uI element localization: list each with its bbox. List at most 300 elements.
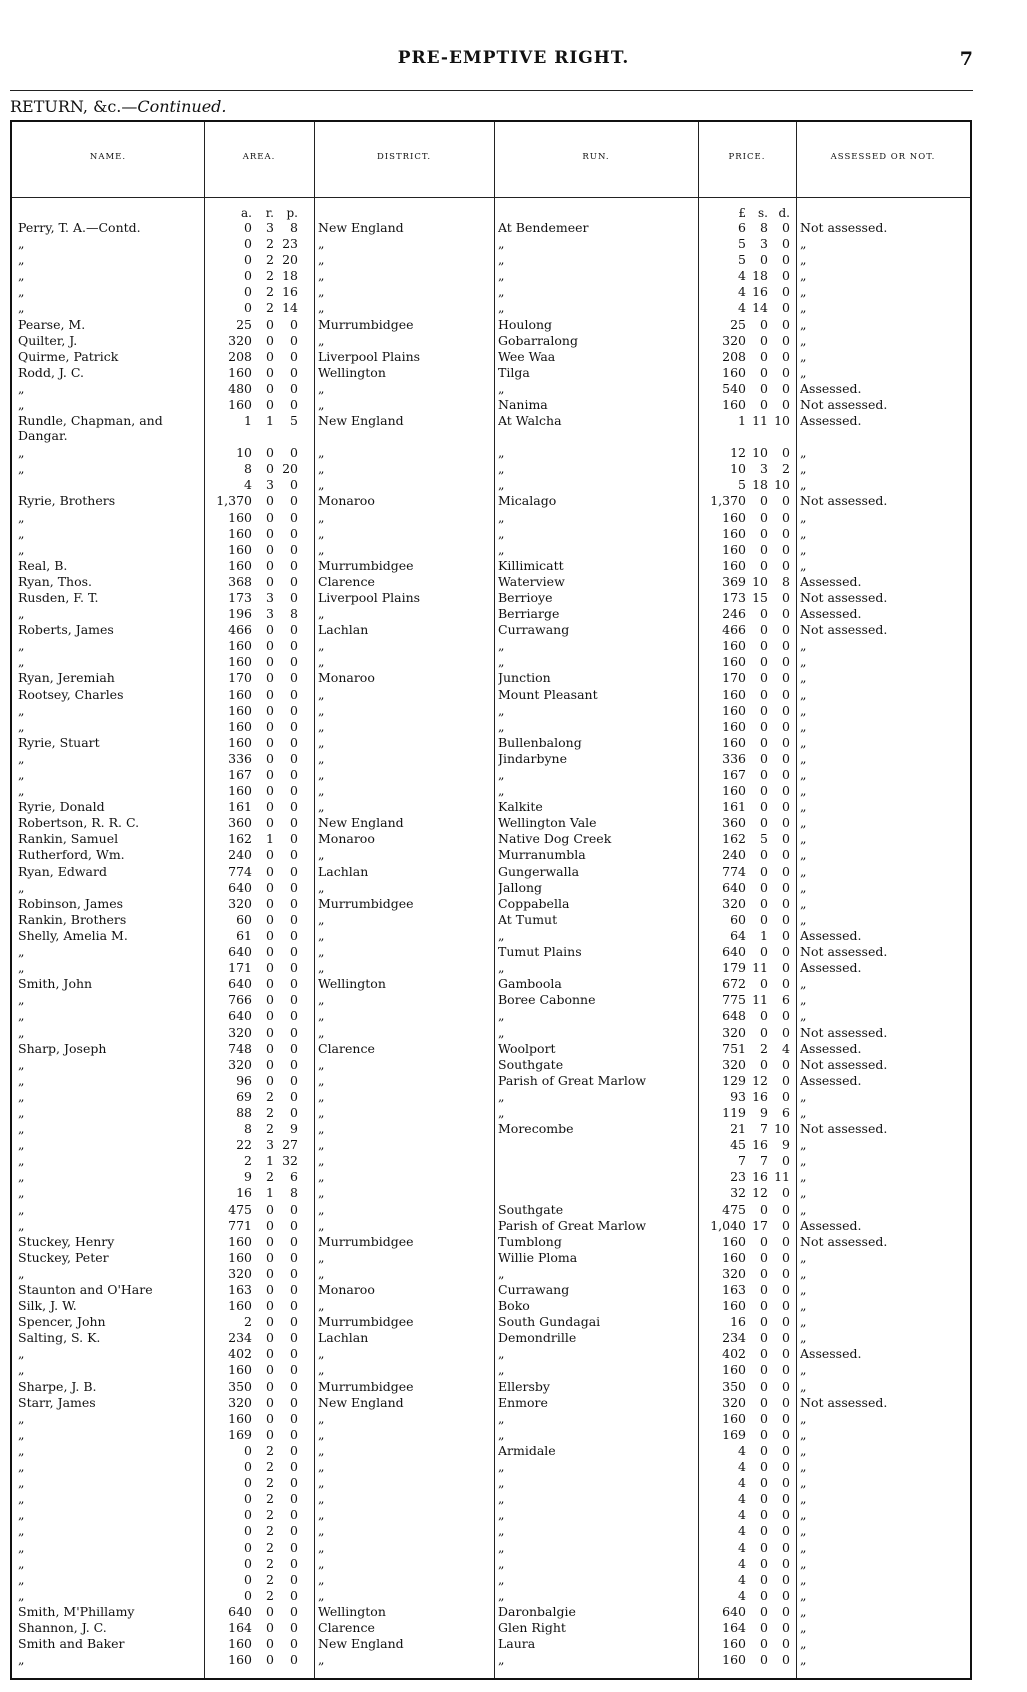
- area-cell: [208, 300, 312, 316]
- assessed-cell: „: [800, 992, 807, 1008]
- district-cell: „: [318, 1104, 325, 1120]
- area-acres: 160: [228, 509, 252, 525]
- area-acres: 161: [228, 799, 252, 815]
- run-cell: „: [498, 268, 505, 284]
- price-pence: 0: [782, 1217, 790, 1233]
- area-acres: 402: [228, 1346, 252, 1362]
- name-cell: [18, 1395, 202, 1411]
- assessed-cell: „: [800, 1378, 807, 1394]
- price-pounds: 160: [722, 509, 746, 525]
- name-cell: [18, 397, 202, 413]
- table-row: [12, 1121, 970, 1137]
- name-cell: [18, 317, 202, 333]
- area-perches: 0: [290, 767, 298, 782]
- district-cell: „: [318, 879, 325, 895]
- applicant-name: Ryan, Edward: [18, 863, 107, 879]
- price-pence: 0: [782, 847, 790, 863]
- area-roods: 0: [266, 461, 274, 477]
- area-acres: 160: [228, 702, 252, 718]
- price-pounds: 160: [722, 654, 746, 670]
- price-pounds: 119: [722, 1104, 746, 1120]
- area-acres: 1: [244, 413, 252, 429]
- table-row: [12, 333, 970, 349]
- price-shillings: 0: [760, 847, 768, 863]
- area-acres: 160: [228, 734, 252, 750]
- applicant-name: Ryrie, Brothers: [18, 493, 116, 509]
- area-acres: 0: [244, 252, 252, 268]
- name-cell: [18, 751, 202, 767]
- price-cell: [702, 1314, 796, 1330]
- area-roods: 0: [266, 1249, 274, 1265]
- unit-acres: a.: [241, 206, 252, 220]
- run-cell: „: [498, 1652, 505, 1668]
- run-cell: Wee Waa: [498, 348, 556, 364]
- price-pence: 0: [782, 702, 790, 718]
- table-row: [12, 1314, 970, 1330]
- area-perches: 0: [290, 783, 298, 799]
- applicant-name: Rusden, F. T.: [18, 589, 99, 605]
- area-roods: 0: [266, 702, 274, 718]
- area-roods: 2: [266, 236, 274, 252]
- name-cell: [18, 300, 202, 316]
- applicant-name: „: [18, 300, 25, 316]
- area-cell: [208, 445, 312, 461]
- price-pence: 0: [782, 1298, 790, 1314]
- district-cell: „: [318, 1442, 325, 1458]
- area-cell: [208, 815, 312, 831]
- area-acres: 96: [236, 1072, 252, 1088]
- area-cell: [208, 590, 312, 606]
- unit-pence: d.: [778, 206, 790, 220]
- price-pence: 0: [782, 1426, 790, 1442]
- price-pounds: 7: [738, 1153, 746, 1169]
- name-cell: [18, 1507, 202, 1523]
- area-perches: 0: [290, 541, 298, 557]
- area-cell: [208, 1330, 312, 1346]
- run-cell: Waterview: [498, 573, 565, 589]
- area-cell: [208, 493, 312, 509]
- district-cell: „: [318, 1491, 325, 1507]
- run-cell: Laura: [498, 1636, 536, 1652]
- area-roods: 0: [266, 1298, 274, 1314]
- price-pence: 0: [782, 927, 790, 943]
- price-shillings: 16: [752, 1137, 768, 1153]
- run-cell: Boko: [498, 1298, 530, 1314]
- area-perches: 0: [290, 799, 298, 815]
- run-cell: Morecombe: [498, 1121, 574, 1137]
- price-cell: [702, 896, 796, 912]
- price-pounds: 4: [738, 1442, 746, 1458]
- price-pence: 0: [782, 1265, 790, 1281]
- district-cell: Murrumbidgee: [318, 316, 414, 332]
- area-roods: 2: [266, 300, 274, 316]
- price-cell: [702, 767, 796, 783]
- assessed-cell: „: [800, 1475, 807, 1491]
- area-roods: 2: [266, 1459, 274, 1475]
- area-cell: [208, 268, 312, 284]
- run-cell: „: [498, 509, 505, 525]
- district-cell: „: [318, 654, 325, 670]
- assessed-cell: Not assessed.: [800, 944, 888, 960]
- area-acres: 0: [244, 1475, 252, 1491]
- area-cell: [208, 1459, 312, 1475]
- price-pounds: 774: [722, 863, 746, 879]
- assessed-cell: „: [800, 1426, 807, 1442]
- table-row: [12, 831, 970, 847]
- area-roods: 0: [266, 1410, 274, 1426]
- price-cell: [702, 317, 796, 333]
- area-roods: 0: [266, 1603, 274, 1619]
- area-perches: 0: [290, 670, 298, 686]
- price-pence: 0: [782, 1249, 790, 1265]
- district-cell: „: [318, 477, 325, 493]
- area-roods: 0: [266, 670, 274, 686]
- area-cell: [208, 1153, 312, 1169]
- applicant-name: Spencer, John: [18, 1314, 106, 1330]
- assessed-cell: „: [800, 509, 807, 525]
- run-cell: „: [498, 960, 505, 976]
- name-cell: [18, 1475, 202, 1491]
- name-cell: [18, 638, 202, 654]
- price-cell: [702, 1588, 796, 1604]
- table-row: [12, 1443, 970, 1459]
- table-row: [12, 590, 970, 606]
- applicant-name: „: [18, 944, 25, 960]
- area-acres: 160: [228, 1652, 252, 1668]
- table-row: [12, 1073, 970, 1089]
- price-pence: 0: [782, 1619, 790, 1635]
- table-row: [12, 864, 970, 880]
- name-cell: [18, 558, 202, 574]
- area-cell: [208, 1443, 312, 1459]
- applicant-name: „: [18, 252, 25, 268]
- applicant-name: „: [18, 783, 25, 799]
- price-cell: [702, 1652, 796, 1668]
- area-roods: 0: [266, 1378, 274, 1394]
- assessed-cell: „: [800, 654, 807, 670]
- area-acres: 0: [244, 268, 252, 284]
- name-cell: [18, 526, 202, 542]
- district-cell: „: [318, 911, 325, 927]
- name-cell: [18, 1137, 202, 1153]
- price-pounds: 160: [722, 557, 746, 573]
- area-perches: 0: [290, 1426, 298, 1442]
- price-pence: 0: [782, 1153, 790, 1169]
- price-shillings: 0: [760, 541, 768, 557]
- price-shillings: 0: [760, 1024, 768, 1040]
- price-cell: [702, 1298, 796, 1314]
- area-cell: [208, 687, 312, 703]
- price-shillings: 0: [760, 1298, 768, 1314]
- run-cell: Tumut Plains: [498, 944, 582, 960]
- area-cell: [208, 477, 312, 493]
- area-cell: [208, 1089, 312, 1105]
- area-roods: 0: [266, 445, 274, 461]
- applicant-name: „: [18, 1459, 25, 1475]
- price-pence: 0: [782, 1088, 790, 1104]
- price-shillings: 0: [760, 493, 768, 509]
- price-cell: [702, 1443, 796, 1459]
- run-cell: „: [498, 1024, 505, 1040]
- area-perches: 0: [290, 992, 298, 1008]
- area-roods: 2: [266, 1169, 274, 1185]
- area-acres: 8: [244, 461, 252, 477]
- district-cell: „: [318, 1008, 325, 1024]
- area-perches: 0: [290, 638, 298, 654]
- table-row: [12, 1588, 970, 1604]
- assessed-cell: „: [800, 1459, 807, 1475]
- price-pounds: 540: [722, 380, 746, 396]
- table-row: [12, 606, 970, 622]
- price-pence: 0: [782, 493, 790, 509]
- table-row: [12, 1556, 970, 1572]
- price-pounds: 320: [722, 1056, 746, 1072]
- area-perches: 0: [290, 911, 298, 927]
- area-roods: 2: [266, 284, 274, 300]
- table-row: [12, 1491, 970, 1507]
- area-cell: [208, 1202, 312, 1218]
- price-pounds: 164: [722, 1619, 746, 1635]
- name-cell: [18, 1105, 202, 1121]
- table-row: [12, 1025, 970, 1041]
- table-row: [12, 220, 970, 236]
- table-row: [12, 413, 970, 445]
- area-acres: 766: [228, 992, 252, 1008]
- area-perches: 0: [290, 960, 298, 976]
- district-cell: „: [318, 525, 325, 541]
- price-cell: [702, 1572, 796, 1588]
- area-roods: 2: [266, 1555, 274, 1571]
- price-shillings: 0: [760, 316, 768, 332]
- price-cell: [702, 783, 796, 799]
- unit-shillings: s.: [758, 206, 768, 220]
- area-perches: 0: [290, 944, 298, 960]
- name-cell: [18, 831, 202, 847]
- unit-pounds: £: [738, 206, 746, 220]
- area-perches: 0: [290, 1233, 298, 1249]
- district-cell: „: [318, 799, 325, 815]
- assessed-cell: „: [800, 638, 807, 654]
- price-pounds: 160: [722, 734, 746, 750]
- district-cell: „: [318, 1201, 325, 1217]
- applicant-name: Pearse, M.: [18, 316, 86, 332]
- price-shillings: 0: [760, 1459, 768, 1475]
- price-shillings: 0: [760, 1314, 768, 1330]
- area-cell: [208, 1185, 312, 1201]
- price-cell: [702, 333, 796, 349]
- applicant-name: „: [18, 1121, 25, 1137]
- table-row: [12, 542, 970, 558]
- price-cell: [702, 880, 796, 896]
- assessed-cell: „: [800, 1442, 807, 1458]
- district-cell: „: [318, 268, 325, 284]
- price-pounds: 169: [722, 1426, 746, 1442]
- table-row: [12, 493, 970, 509]
- area-cell: [208, 703, 312, 719]
- applicant-name: Real, B.: [18, 557, 68, 573]
- district-cell: „: [318, 734, 325, 750]
- name-cell: [18, 735, 202, 751]
- price-pounds: 4: [738, 1555, 746, 1571]
- price-shillings: 0: [760, 1555, 768, 1571]
- district-cell: „: [318, 541, 325, 557]
- name-cell: [18, 687, 202, 703]
- area-perches: 0: [290, 525, 298, 541]
- district-cell: Monaroo: [318, 670, 375, 686]
- price-pence: 0: [782, 1346, 790, 1362]
- run-cell: „: [498, 445, 505, 461]
- price-shillings: 0: [760, 397, 768, 413]
- price-pounds: 5: [738, 252, 746, 268]
- price-pounds: 167: [722, 767, 746, 782]
- price-cell: [702, 799, 796, 815]
- run-cell: Glen Right: [498, 1619, 566, 1635]
- price-pence: 0: [782, 960, 790, 976]
- area-acres: 160: [228, 686, 252, 702]
- name-cell: [18, 1636, 202, 1652]
- district-cell: „: [318, 397, 325, 413]
- district-cell: „: [318, 1426, 325, 1442]
- price-pounds: 751: [722, 1040, 746, 1056]
- area-cell: [208, 461, 312, 477]
- table-row: [12, 1185, 970, 1201]
- area-perches: 0: [290, 1024, 298, 1040]
- area-perches: 0: [290, 589, 298, 605]
- area-roods: 0: [266, 573, 274, 589]
- price-shillings: 0: [760, 1603, 768, 1619]
- area-acres: 350: [228, 1378, 252, 1394]
- price-pence: 0: [782, 589, 790, 605]
- price-pounds: 320: [722, 1265, 746, 1281]
- price-pence: 0: [782, 268, 790, 284]
- name-cell: [18, 1652, 202, 1668]
- area-roods: 0: [266, 863, 274, 879]
- price-cell: [702, 1491, 796, 1507]
- price-cell: [702, 510, 796, 526]
- price-shillings: 14: [752, 300, 768, 316]
- table-row: [12, 1282, 970, 1298]
- area-roods: 0: [266, 750, 274, 766]
- run-cell: „: [498, 654, 505, 670]
- area-cell: [208, 622, 312, 638]
- district-cell: „: [318, 236, 325, 252]
- table-row: [12, 880, 970, 896]
- area-acres: 0: [244, 220, 252, 235]
- run-cell: „: [498, 702, 505, 718]
- price-shillings: 0: [760, 252, 768, 268]
- area-acres: 162: [228, 831, 252, 847]
- run-cell: „: [498, 1265, 505, 1281]
- name-cell: [18, 542, 202, 558]
- applicant-name: „: [18, 767, 25, 782]
- table-row: [12, 1346, 970, 1362]
- price-cell: [702, 654, 796, 670]
- area-perches: 0: [290, 879, 298, 895]
- price-shillings: 0: [760, 944, 768, 960]
- price-pence: 10: [774, 1121, 790, 1137]
- price-cell: [702, 1379, 796, 1395]
- price-pounds: 163: [722, 1282, 746, 1297]
- area-perches: 5: [290, 413, 298, 429]
- run-cell: „: [498, 1426, 505, 1442]
- price-shillings: 0: [760, 509, 768, 525]
- price-pence: 0: [782, 1459, 790, 1475]
- price-cell: [702, 992, 796, 1008]
- price-pounds: 170: [722, 670, 746, 686]
- applicant-name: „: [18, 1104, 25, 1120]
- table-row: [12, 767, 970, 783]
- area-cell: [208, 960, 312, 976]
- district-cell: „: [318, 252, 325, 268]
- area-roods: 0: [266, 1362, 274, 1378]
- table-row: [12, 976, 970, 992]
- price-shillings: 16: [752, 1169, 768, 1185]
- run-cell: „: [498, 461, 505, 477]
- area-perches: 0: [290, 493, 298, 509]
- run-cell: Southgate: [498, 1056, 564, 1072]
- area-roods: 0: [266, 895, 274, 911]
- price-cell: [702, 493, 796, 509]
- area-perches: 0: [290, 1217, 298, 1233]
- area-acres: 320: [228, 895, 252, 911]
- applicant-name: „: [18, 1475, 25, 1491]
- name-cell: [18, 719, 202, 735]
- price-shillings: 0: [760, 1410, 768, 1426]
- area-perches: 0: [290, 1636, 298, 1652]
- applicant-name: „: [18, 702, 25, 718]
- area-perches: 0: [290, 686, 298, 702]
- area-acres: 0: [244, 1442, 252, 1458]
- name-cell: [18, 1234, 202, 1250]
- assessed-cell: „: [800, 1137, 807, 1153]
- name-cell: [18, 493, 202, 509]
- area-roods: 3: [266, 606, 274, 622]
- area-cell: [208, 1540, 312, 1556]
- price-cell: [702, 622, 796, 638]
- area-roods: 2: [266, 1507, 274, 1523]
- applicant-name: Roberts, James: [18, 622, 114, 638]
- applicant-name: „: [18, 397, 25, 413]
- name-cell: [18, 236, 202, 252]
- price-shillings: 0: [760, 895, 768, 911]
- price-cell: [702, 703, 796, 719]
- area-perches: 0: [290, 1378, 298, 1394]
- assessed-cell: „: [800, 1652, 807, 1668]
- area-roods: 2: [266, 1121, 274, 1137]
- applicant-name: „: [18, 380, 25, 396]
- price-shillings: 0: [760, 1507, 768, 1523]
- table-row: [12, 896, 970, 912]
- applicant-name: „: [18, 461, 25, 477]
- area-cell: [208, 1314, 312, 1330]
- area-acres: 774: [228, 863, 252, 879]
- applicant-name: „: [18, 1265, 25, 1281]
- assessed-cell: „: [800, 364, 807, 380]
- price-pence: 0: [782, 1072, 790, 1088]
- area-roods: 0: [266, 493, 274, 509]
- area-perches: 0: [290, 863, 298, 879]
- area-roods: 0: [266, 622, 274, 638]
- area-perches: 0: [290, 622, 298, 638]
- price-pounds: 160: [722, 638, 746, 654]
- table-row: [12, 928, 970, 944]
- assessed-cell: Assessed.: [800, 927, 862, 943]
- price-shillings: 0: [760, 1201, 768, 1217]
- table-row: [12, 1572, 970, 1588]
- price-pence: 4: [782, 1040, 790, 1056]
- name-cell: [18, 912, 202, 928]
- area-cell: [208, 1041, 312, 1057]
